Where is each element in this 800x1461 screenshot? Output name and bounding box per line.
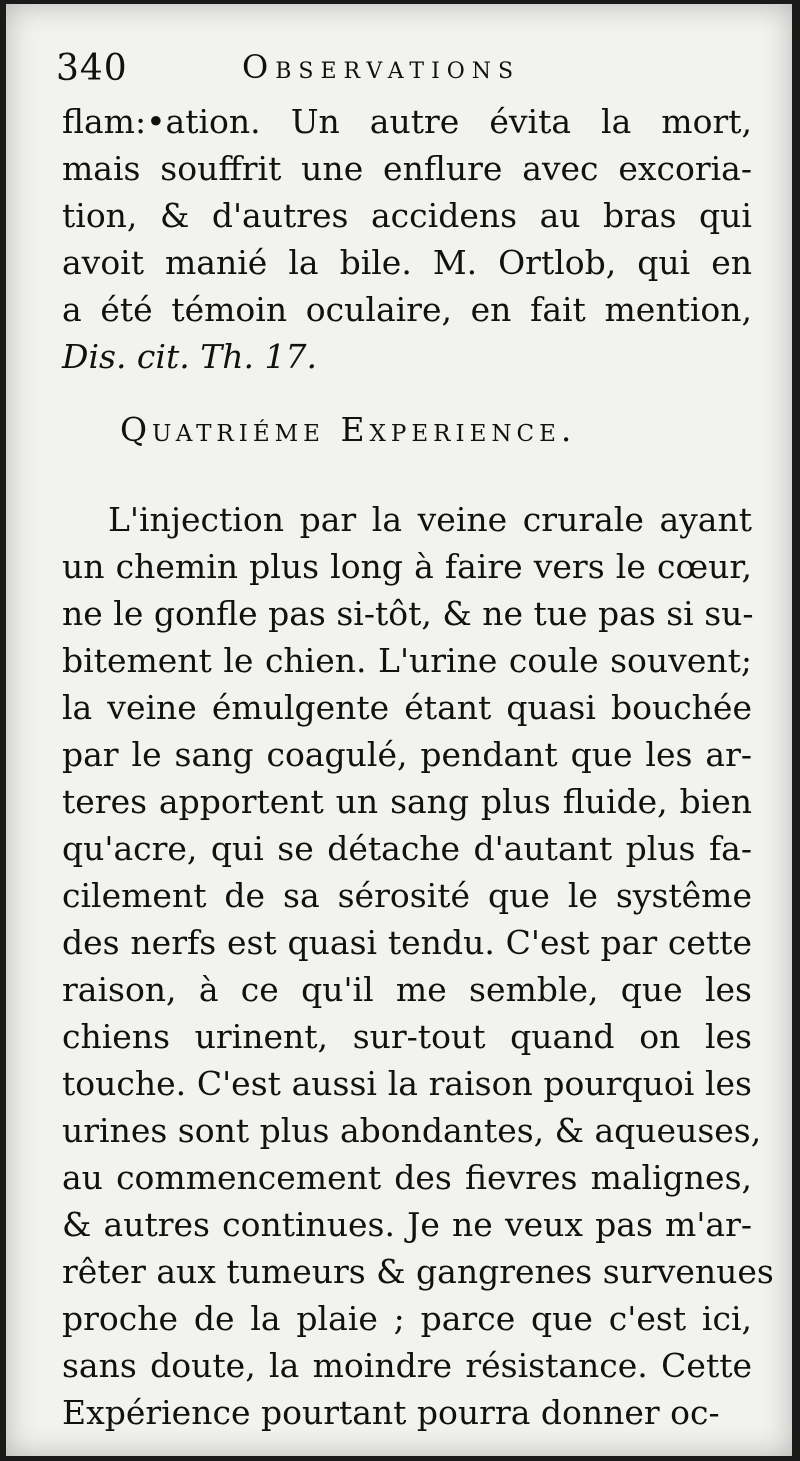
text-line: a été témoin oculaire, en fait mention,: [62, 290, 752, 329]
paragraph-1: [62, 98, 752, 380]
text-line: urines sont plus abondantes, & aqueuses,: [62, 1111, 762, 1150]
text-line: sans doute, la moindre résistance. Cette: [62, 1346, 752, 1385]
text-line: touche. C'est aussi la raison pourquoi les: [62, 1064, 752, 1103]
text-line: L'injection par la veine crurale ayant: [108, 500, 752, 539]
text-line: mais souffrit une enflure avec excoria-: [62, 149, 752, 188]
text-line: flam:•ation. Un autre évita la mort,: [62, 102, 752, 141]
text-line: raison, à ce qu'il me semble, que les: [62, 970, 752, 1009]
text-line: Expérience pourtant pourra donner oc-: [62, 1393, 720, 1432]
text-line: cilement de sa sérosité que le systême: [62, 876, 752, 915]
text-line: qu'acre, qui se détache d'autant plus fa-: [62, 829, 752, 868]
text-line: tion, & d'autres accidens au bras qui: [62, 196, 752, 235]
paragraph-2: [62, 496, 774, 1436]
text-line: au commencement des fievres malignes,: [62, 1158, 752, 1197]
section-heading: Quatriéme Experience.: [120, 410, 577, 449]
text-line: teres apportent un sang plus fluide, bien: [62, 782, 752, 821]
citation: Dis. cit. Th. 17.: [62, 337, 317, 376]
book-page: [6, 4, 792, 1456]
text-line: bitement le chien. L'urine coule souvent;: [62, 641, 752, 680]
text-line: des nerfs est quasi tendu. C'est par cette: [62, 923, 752, 962]
text-line: la veine émulgente étant quasi bouchée: [62, 688, 752, 727]
page-number: 340: [56, 48, 128, 89]
text-line: proche de la plaie ; parce que c'est ici,: [62, 1299, 752, 1338]
text-line: chiens urinent, sur-tout quand on les: [62, 1017, 752, 1056]
text-line: avoit manié la bile. M. Ortlob, qui en: [62, 243, 752, 282]
running-head: Observations: [242, 48, 521, 86]
text-line: par le sang coagulé, pendant que les ar-: [62, 735, 752, 774]
text-line: ne le gonfle pas si-tôt, & ne tue pas si su-: [62, 594, 754, 633]
text-line: un chemin plus long à faire vers le cœur,: [62, 547, 752, 586]
page-header: [56, 48, 616, 98]
text-line: & autres continues. Je ne veux pas m'ar-: [62, 1205, 752, 1244]
text-line: rêter aux tumeurs & gangrenes survenues: [62, 1252, 774, 1291]
